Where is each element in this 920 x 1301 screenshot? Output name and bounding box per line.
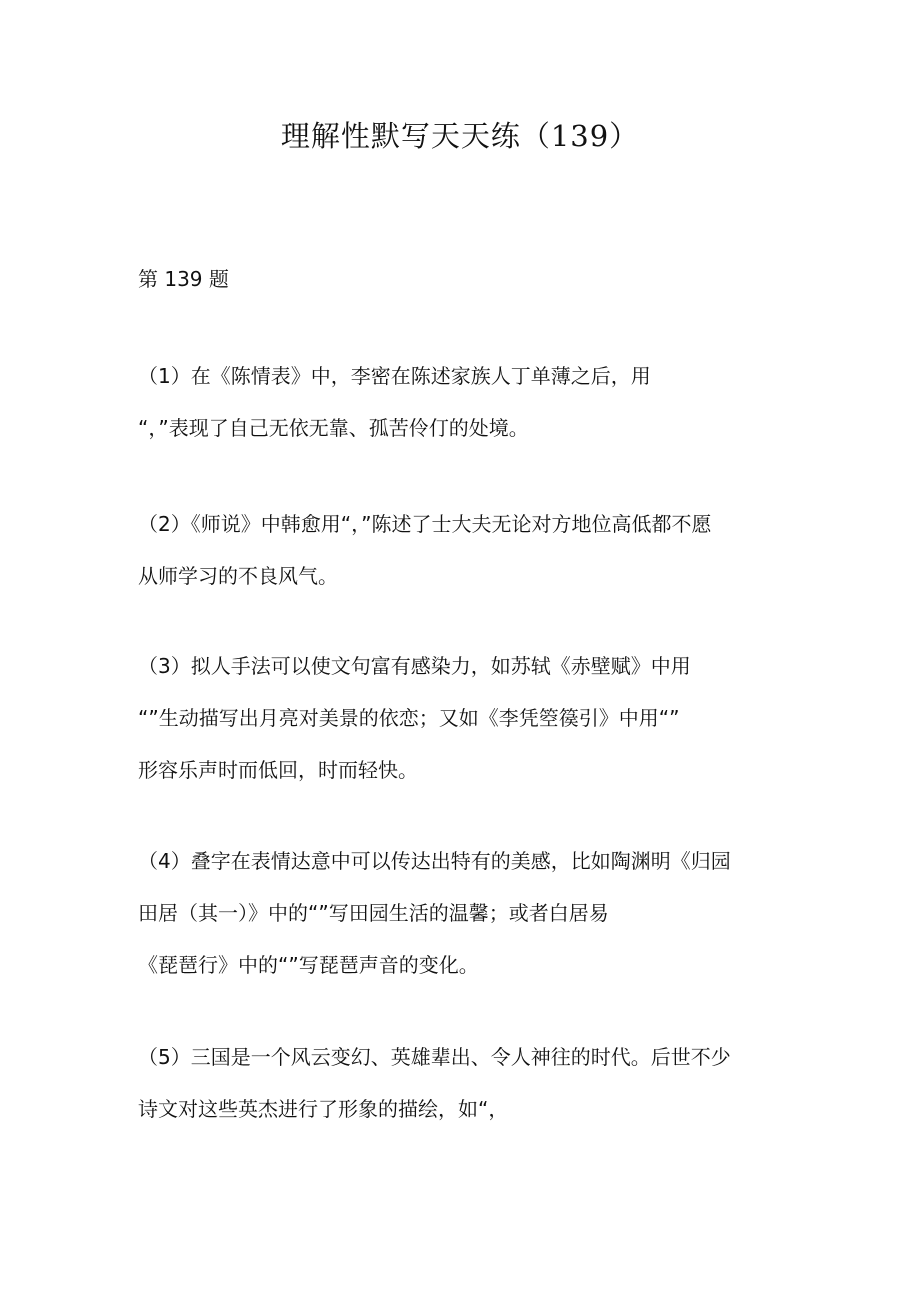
question-4-line-2: 田居（其一）》中的“”写田园生活的温馨；或者白居易 xyxy=(138,901,609,925)
question-4-line-1: （4）叠字在表情达意中可以传达出特有的美感，比如陶渊明《归园 xyxy=(138,849,731,873)
question-5-line-1: （5）三国是一个风云变幻、英雄辈出、令人神往的时代。后世不少 xyxy=(138,1045,731,1069)
question-3-line-2: “”生动描写出月亮对美景的依恋；又如《李凭箜篌引》中用“” xyxy=(138,706,680,730)
question-2 xyxy=(138,509,798,591)
question-4-line-3: 《琵琶行》中的“”写琵琶声音的变化。 xyxy=(138,953,479,977)
question-5 xyxy=(138,1042,798,1124)
question-4 xyxy=(138,846,798,980)
question-number: 第 139 题 xyxy=(138,267,229,291)
question-1-line-1: （1）在《陈情表》中，李密在陈述家族人丁单薄之后，用 xyxy=(138,364,651,388)
question-2-line-1: （2）《师说》中韩愈用“，”陈述了士大夫无论对方地位高低都不愿 xyxy=(138,512,712,536)
question-1 xyxy=(138,361,798,443)
document-title: 理解性默写天天练（139） xyxy=(280,119,640,153)
question-3 xyxy=(138,651,798,785)
question-3-line-3: 形容乐声时而低回，时而轻快。 xyxy=(138,758,418,782)
question-5-line-2: 诗文对这些英杰进行了形象的描绘，如“， xyxy=(138,1097,509,1121)
question-2-line-2: 从师学习的不良风气。 xyxy=(138,564,338,588)
question-1-line-2: “，”表现了自己无依无靠、孤苦伶仃的处境。 xyxy=(138,416,529,440)
question-3-line-1: （3）拟人手法可以使文句富有感染力，如苏轼《赤壁赋》中用 xyxy=(138,654,691,678)
